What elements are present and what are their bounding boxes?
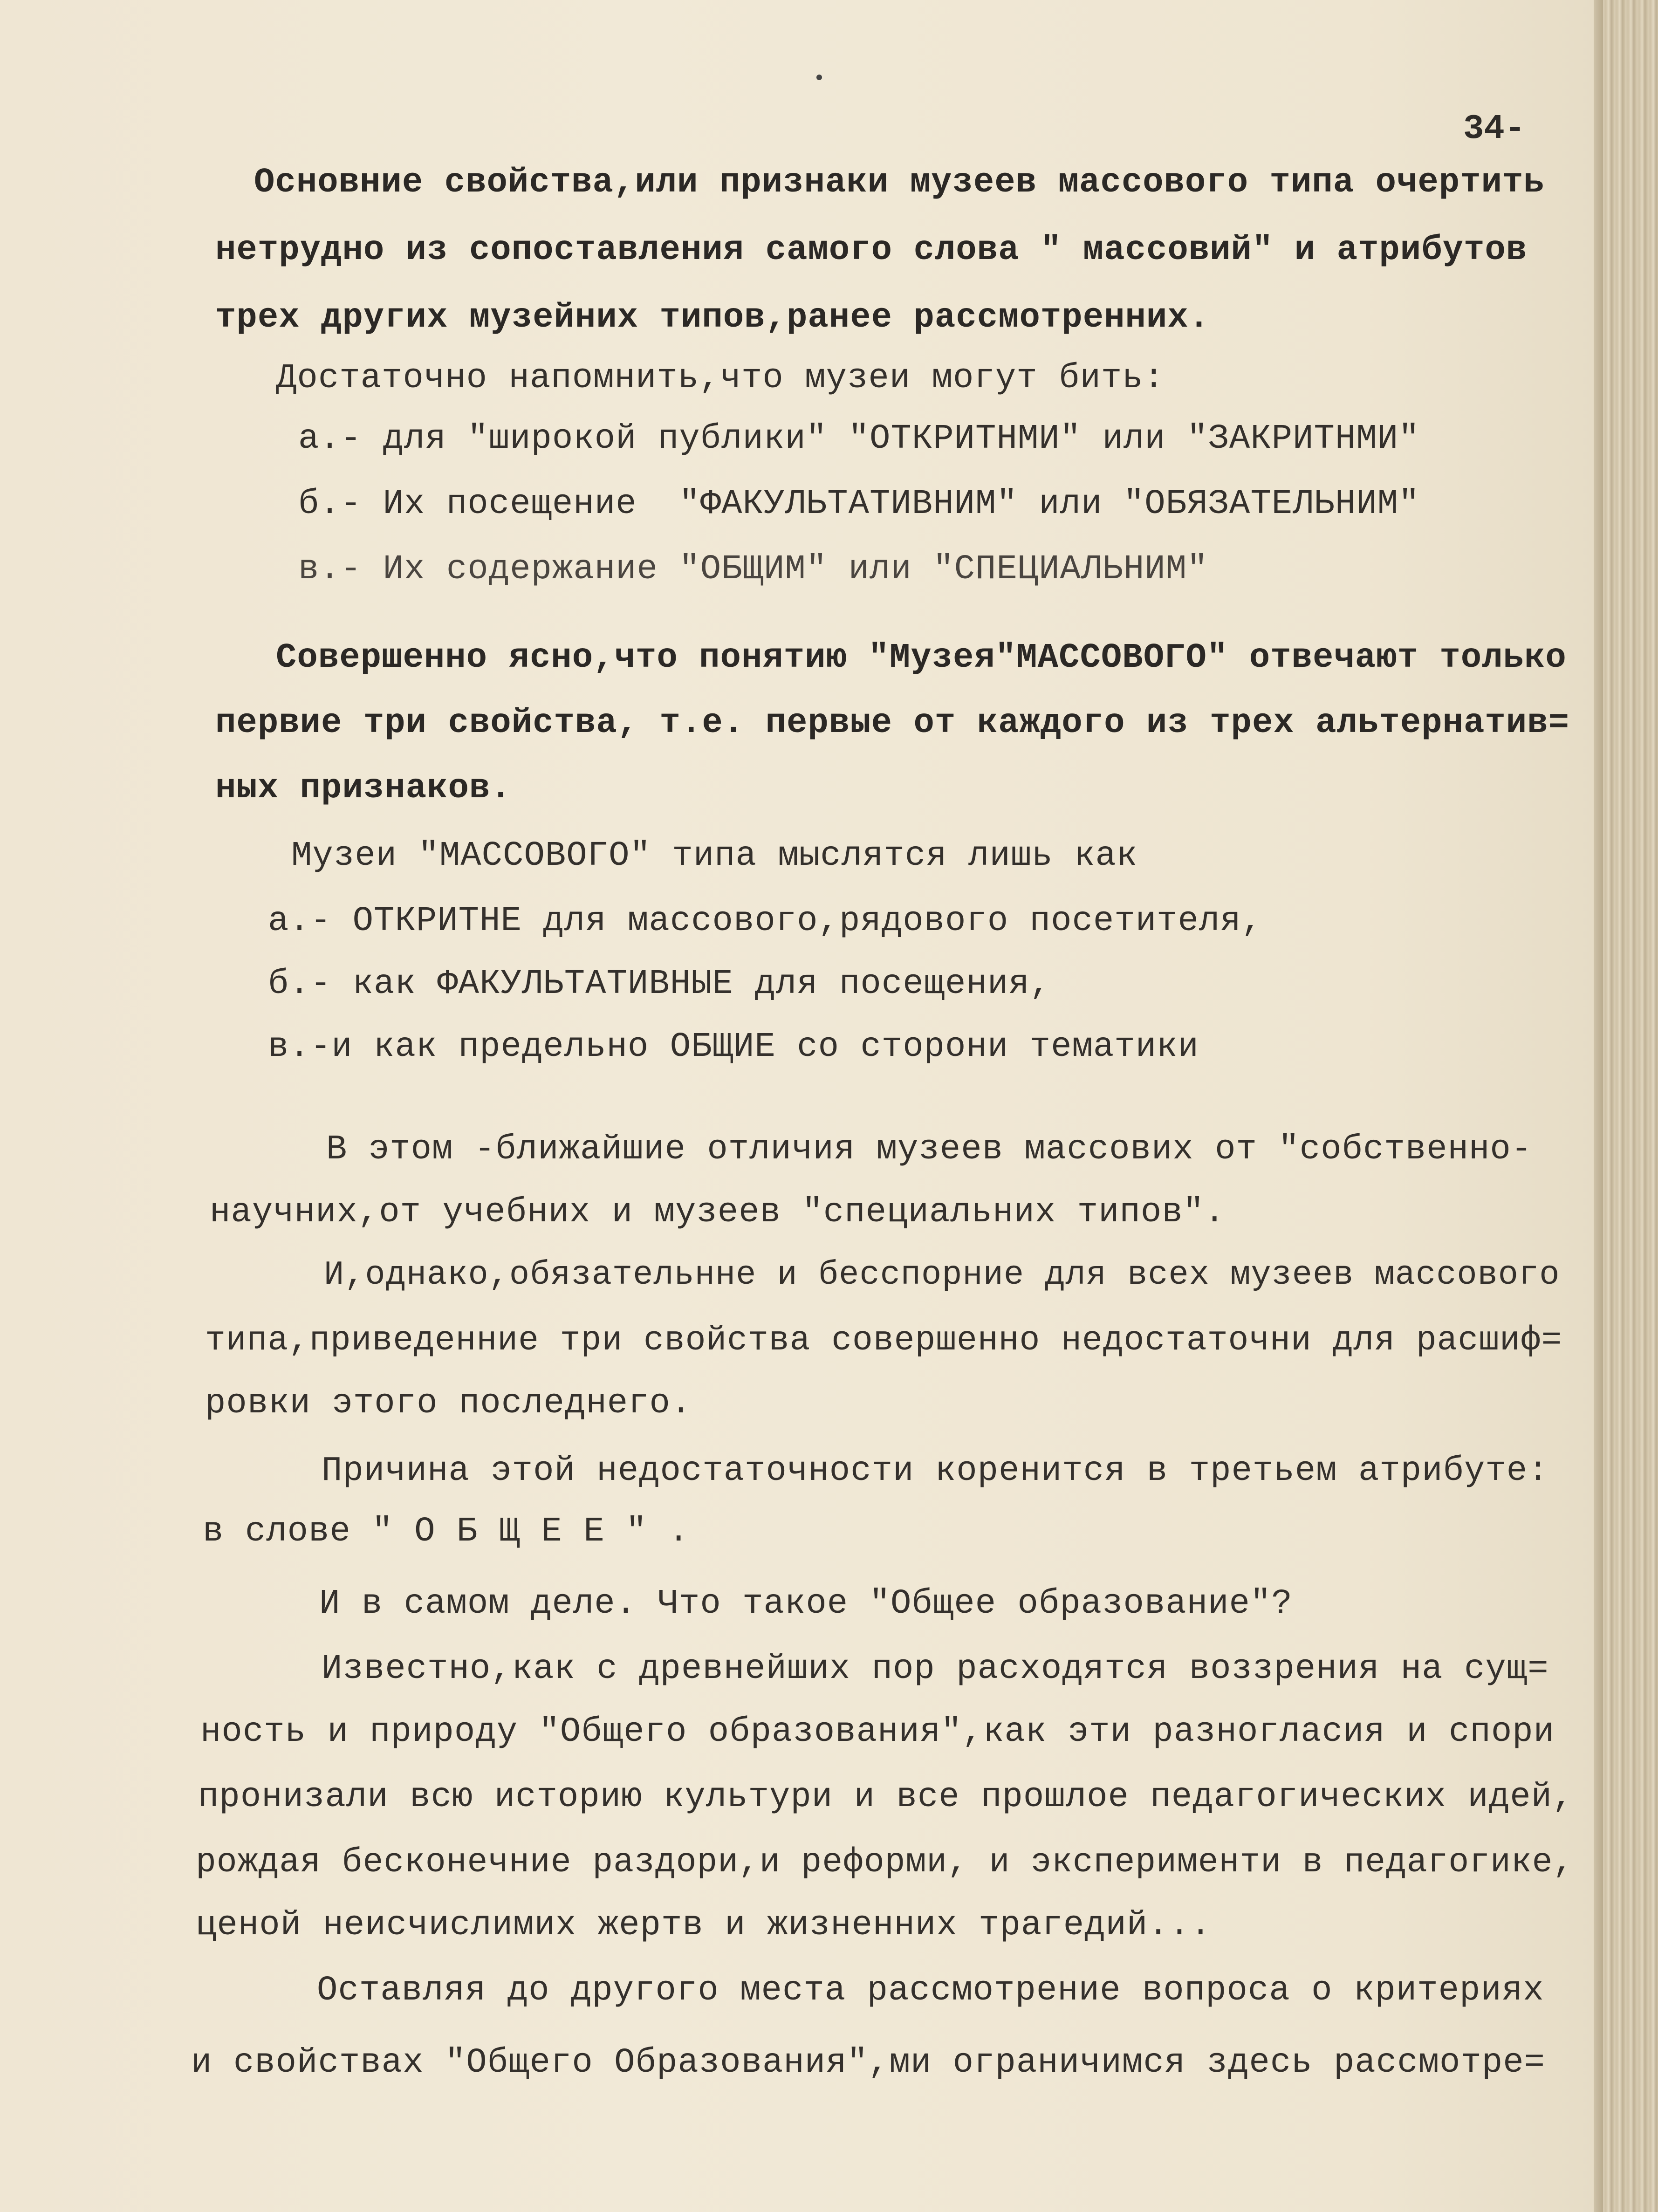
book-page-edges <box>1603 0 1658 2212</box>
text-line: ность и природу "Общего образования",как эти разногласия и спори <box>200 1712 1555 1752</box>
text-line: И,однако,обязательнне и бесспорние для всех музеев массового <box>324 1256 1560 1294</box>
text-line: трех других музейних типов,ранее рассмотренних. <box>215 298 1210 337</box>
page-number: 34- <box>1463 110 1526 149</box>
list-item: б.- Их посещение "ФАКУЛЬТАТИВНИМ" или "ОБЯЗАТЕЛЬНИМ" <box>298 485 1420 524</box>
page-binding <box>1594 0 1603 2212</box>
text-line: Музеи "МАССОВОГО" типа мыслятся лишь как <box>291 836 1138 876</box>
text-line: Причина этой недостаточности коренится в третьем атрибуте: <box>322 1452 1549 1491</box>
text-line: в слове " О Б Щ Е Е " . <box>203 1512 690 1551</box>
text-line: ных признаков. <box>215 769 512 808</box>
text-line: Достаточно напомнить,что музеи могут бить: <box>276 359 1165 398</box>
ink-dot <box>816 75 822 80</box>
text-line: пронизали всю историю культури и все прошлое педагогических идей, <box>198 1778 1574 1817</box>
text-line: рождая бесконечние раздори,и реформи, и эксперименти в педагогике, <box>196 1843 1574 1882</box>
text-line: нетрудно из сопоставления самого слова " массовий" и атрибутов <box>215 231 1528 270</box>
text-line: Известно,как с древнейших пор расходятся воззрения на сущ= <box>322 1650 1549 1689</box>
list-item: б.- как ФАКУЛЬТАТИВНЫЕ для посещения, <box>268 965 1051 1004</box>
text-line: типа,приведенние три свойства совершенно недостаточни для расшиф= <box>205 1321 1562 1360</box>
list-item: а.- ОТКРИТНЕ для массового,рядового посетителя, <box>268 902 1263 941</box>
list-item: в.-и как предельно ОБЩИЕ со сторони тематики <box>268 1027 1199 1067</box>
list-item: в.- Их содержание "ОБЩИМ" или "СПЕЦИАЛЬНИМ" <box>298 550 1208 589</box>
text-line: первие три свойства, т.е. первые от каждого из трех альтернатив= <box>215 704 1570 743</box>
text-line: и свойствах "Общего Образования",ми ограничимся здесь рассмотре= <box>191 2043 1546 2082</box>
text-line: В этом -ближайшие отличия музеев массових от "собственно- <box>326 1130 1533 1169</box>
text-line: Основние свойства,или признаки музеев массового типа очертить <box>254 163 1545 202</box>
text-line: научних,от учебних и музеев "специальних типов". <box>210 1193 1226 1232</box>
list-item: а.- для "широкой публики" "ОТКРИТНМИ" или "ЗАКРИТНМИ" <box>298 419 1420 459</box>
text-line: И в самом деле. Что такое "Общее образование"? <box>319 1584 1293 1623</box>
text-line: ценой неисчислимих жертв и жизненних трагедий... <box>196 1906 1212 1945</box>
text-line: Оставляя до другого места рассмотрение вопроса о критериях <box>317 1971 1544 2010</box>
text-line: ровки этого последнего. <box>205 1384 692 1423</box>
text-line: Совершенно ясно,что понятию "Музея"МАССОВОГО" отвечают только <box>276 638 1567 678</box>
